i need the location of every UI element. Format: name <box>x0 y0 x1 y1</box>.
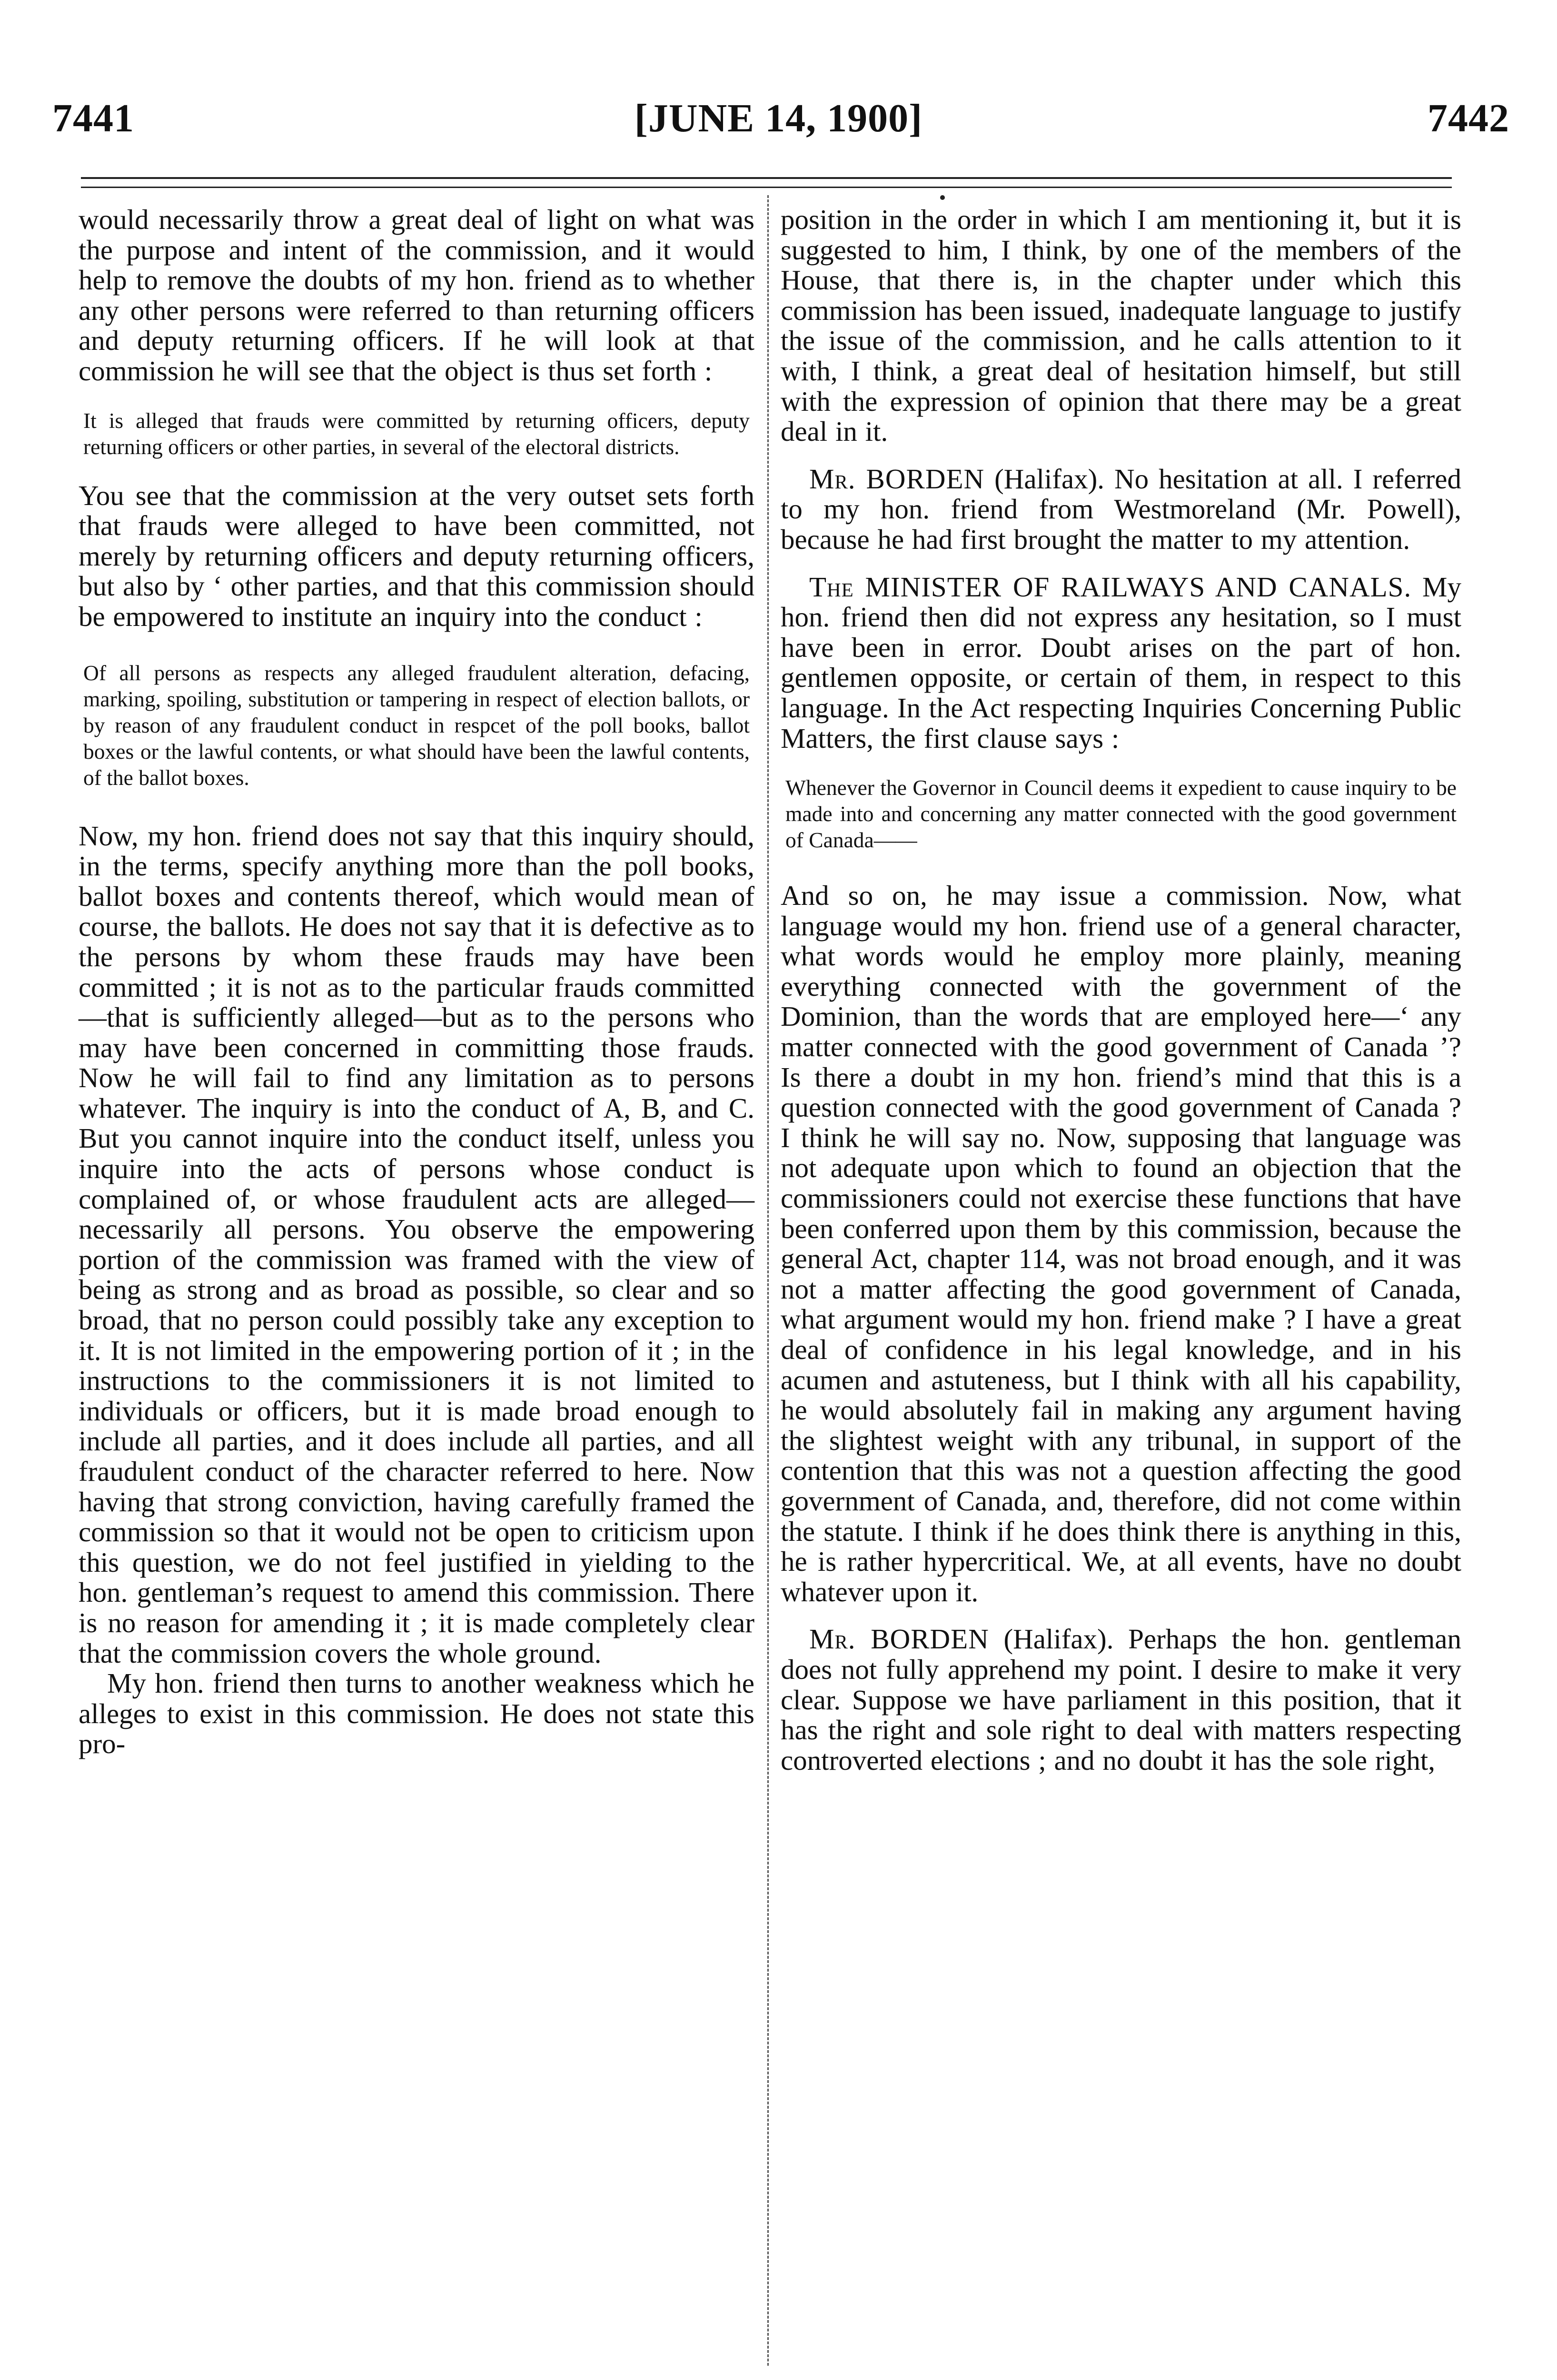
left-paragraph-4: My hon. friend then turns to another weakness which he alleges to exist in this commission. He does not state this pro- <box>79 1667 754 1760</box>
left-paragraph-2: You see that the commission at the very outset sets forth that frauds were alleged to have been committed, not merely by returning officers and deputy returning officers, but also by ‘ other parties, and that this commission should be empowered to institute an inquiry into the conduct : <box>79 479 754 632</box>
page-header <box>0 90 1557 148</box>
page-number-left: 7441 <box>52 96 134 140</box>
speaker-name: Mr. BORDEN <box>809 463 985 495</box>
header-rule-secondary <box>81 187 1452 188</box>
left-column <box>79 205 754 1759</box>
speech-text: (Halifax). No hesitation at all. I referred to my hon. friend from Westmoreland (Mr. Powell), because he had first brought the matter to my attention. <box>781 463 1461 555</box>
right-paragraph-2 <box>781 464 1461 555</box>
header-date: [JUNE 14, 1900] <box>634 96 923 140</box>
ornament-dot <box>940 195 945 200</box>
column-divider <box>767 195 769 2366</box>
right-paragraph-1: position in the order in which I am mentioning it, but it is suggested to him, I think, by one of the members of the House, that there is, in the chapter under which this commission has been issued, inadequate language to justify the issue of the commission, and he calls attention to it with, I think, a great deal of hesitation himself, but still with the expression of opinion that there may be a great deal in it. <box>781 204 1461 447</box>
page-number-right: 7442 <box>1428 96 1509 140</box>
header-rule <box>81 177 1452 179</box>
left-paragraph-1: would necessarily throw a great deal of light on what was the purpose and intent of the commission, and it would help to remove the doubts of my hon. friend as to whether any other persons were referred to than returning officers and deputy returning officers. If he will look at that commission he will see that the object is thus set forth : <box>79 204 754 387</box>
speech-text: My hon. friend then did not express any hesitation, so I must have been in error. Doubt arises on the part of hon. gentlemen opposite, or certain of them, in respect to this language. In the Act respecting Inquiries Concerning Public Matters, the first clause says : <box>781 571 1461 754</box>
right-column <box>781 205 1461 1775</box>
right-paragraph-4: And so on, he may issue a commission. Now, what language would my hon. friend use of a general character, what words would he employ more plainly, meaning everything connected with the government of the Dominion, than the words that are employed here—‘ any matter connected with the good government of Canada ’? Is there a doubt in my hon. friend’s mind that this is a question connected with the good government of Canada ? I think he will say no. Now, supposing that language was not adequate upon which to found an objection that the commissioners could not exercise these functions that have been conferred upon them by this commission, because the general Act, chapter 114, was not broad enough, and it was not a matter affecting the good government of Canada, what argument would my hon. friend make ? I have a great deal of confidence in his legal knowledge, and in his acumen and astuteness, but I think with all his capability, he would absolutely fail in making any argument having the slightest weight with any tribunal, in support of the contention that this was not a question affecting the good government of Canada, and, therefore, did not come within the statute. I think if he does think there is anything in this, he is rather hypercritical. We, at all events, have no doubt whatever upon it. <box>781 880 1461 1607</box>
speech-text: (Halifax). Perhaps the hon. gentleman does not fully apprehend my point. I desire to make it very clear. Suppose we have parliament in this position, that it has the right and sole right to deal with matters respecting controverted elections ; and no doubt it has the sole right, <box>781 1623 1461 1776</box>
speaker-name: Mr. BORDEN <box>809 1623 989 1655</box>
right-quotation-1: Whenever the Governor in Council deems it expedient to cause inquiry to be made into and concerning any matter connected with the good government of Canada—— <box>785 775 1457 853</box>
left-quotation-2: Of all persons as respects any alleged fraudulent alteration, defacing, marking, spoiling, substitution or tampering in respect of election ballots, or by reason of any fraudulent conduct in respcet of the poll books, ballot boxes or the lawful contents, or what should have been the lawful contents, of the ballot boxes. <box>83 660 750 790</box>
speaker-name: The MINISTER OF RAILWAYS AND CANALS. <box>809 571 1412 603</box>
right-paragraph-3 <box>781 572 1461 754</box>
right-paragraph-5 <box>781 1624 1461 1775</box>
left-quotation-1: It is alleged that frauds were committed by returning officers, deputy returning officers or other parties, in several of the electoral districts. <box>83 408 750 459</box>
left-paragraph-3: Now, my hon. friend does not say that this inquiry should, in the terms, specify anything more than the poll books, ballot boxes and contents thereof, which would mean of course, the ballots. He does not say that it is defective as to the persons by whom these frauds may have been committed ; it is not as to the particular frauds committed—that is sufficiently alleged—but as to the persons who may have been concerned in committing those frauds. Now he will fail to find any limitation as to persons whatever. The inquiry is into the conduct of A, B, and C. But you cannot inquire into the conduct itself, unless you inquire into the acts of persons whose conduct is complained of, or whose fraudulent acts are alleged—necessarily all persons. You observe the empowering portion of the commission was framed with the view of being as strong and as broad as possible, so clear and so broad, that no person could possibly take any exception to it. It is not limited in the empowering portion of it ; in the instructions to the commissioners it is not limited to individuals or officers, but it is made broad enough to include all parties, and it does include all parties, and all fraudulent conduct of the character referred to here. Now having that strong conviction, having carefully framed the commission so that it would not be open to criticism upon this question, we do not feel justified in yielding to the hon. gentleman’s request to amend this commission. There is no reason for amending it ; it is made completely clear that the commission covers the whole ground. <box>79 820 754 1669</box>
